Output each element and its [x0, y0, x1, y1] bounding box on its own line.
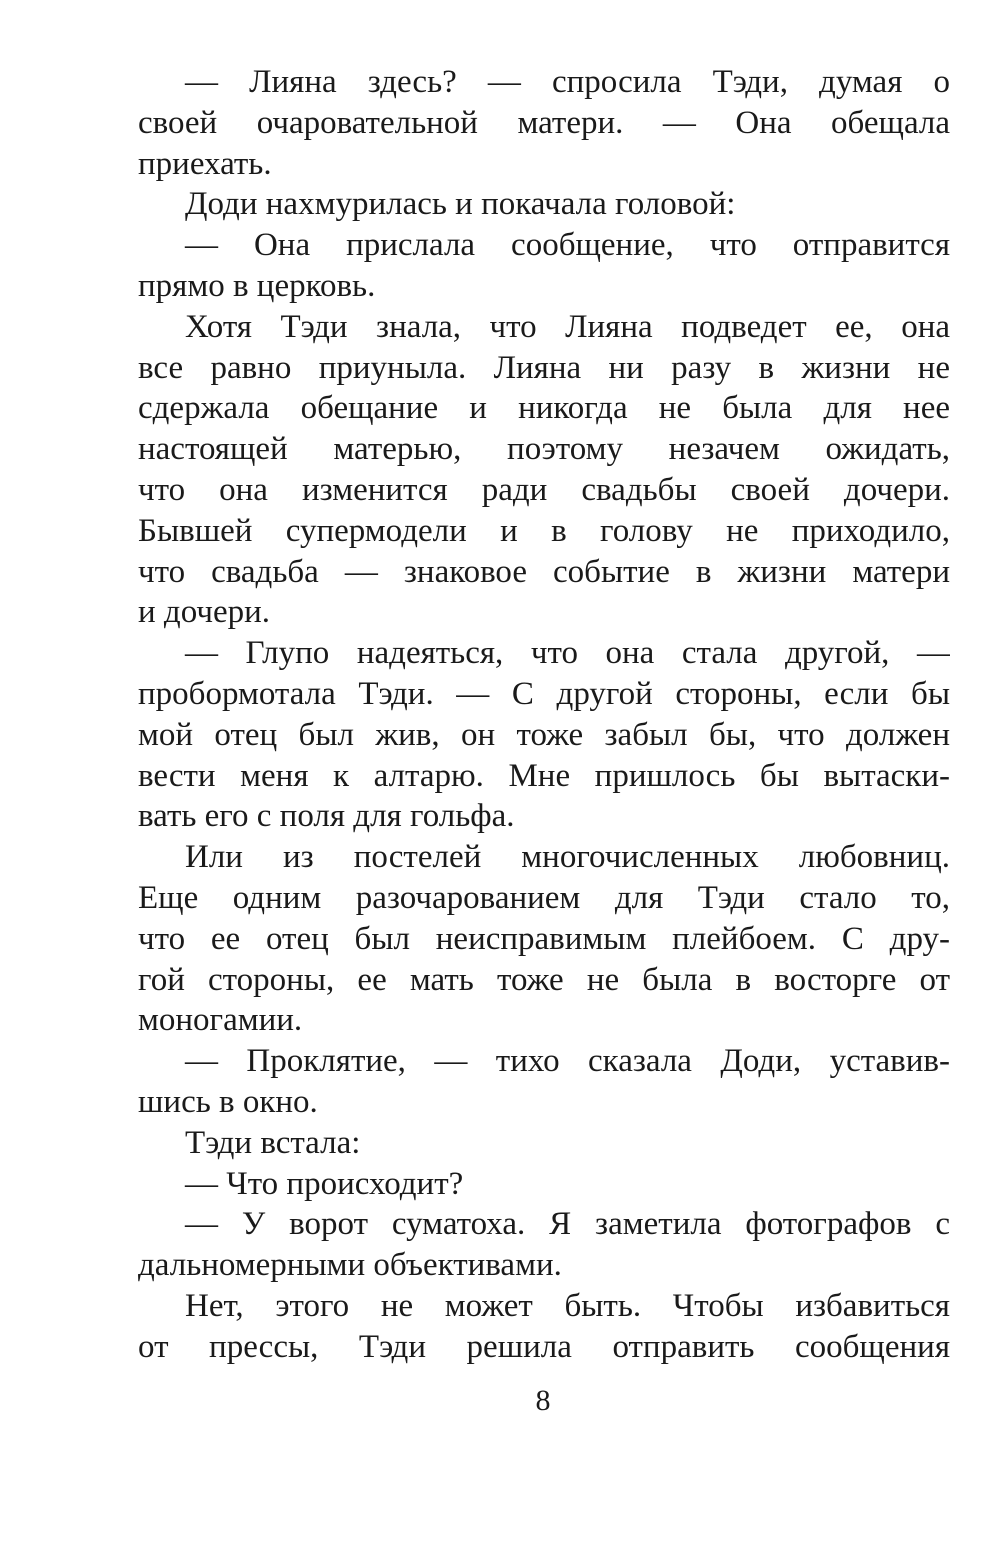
text-line: приехать. [138, 145, 272, 182]
text-line: моногамии. [138, 1002, 303, 1039]
text-line: что ее отец был неисправимым плейбоем. С дру- [138, 920, 950, 957]
text-line: дальномерными объективами. [138, 1247, 562, 1284]
paragraph [138, 1041, 950, 1123]
text-line: Доди нахмурилась и покачала головой: [185, 186, 736, 223]
text-line: от прессы, Тэди решила отправить сообщения [138, 1328, 950, 1365]
text-line: — Лияна здесь? — спросила Тэди, думая о [185, 64, 950, 100]
body-text [138, 62, 950, 1368]
text-line: Или из постелей многочисленных любовниц. [185, 839, 950, 876]
paragraph [138, 62, 950, 184]
paragraph [138, 633, 950, 837]
text-line: сдержала обещание и никогда не была для нее [138, 390, 950, 427]
paragraph [138, 1123, 950, 1164]
text-line: вать его с поля для гольфа. [138, 798, 515, 835]
text-line: — Глупо надеяться, что она стала другой, — [185, 635, 950, 672]
page-number: 8 [535, 1384, 551, 1417]
text-line: Нет, этого не может быть. Чтобы избавиться [185, 1287, 950, 1324]
text-line: и дочери. [138, 594, 270, 631]
text-line: — Проклятие, — тихо сказала Доди, уставив- [185, 1043, 950, 1080]
paragraph [138, 1204, 950, 1286]
text-line: что она изменится ради свадьбы своей дочери. [138, 471, 950, 508]
text-line: своей очаровательной матери. — Она обещала [138, 104, 950, 141]
text-line: шись в окно. [138, 1083, 318, 1120]
paragraph [138, 225, 950, 307]
text-line: все равно приуныла. Лияна ни разу в жизни не [138, 349, 950, 386]
text-line: гой стороны, ее мать тоже не была в восторге от [138, 961, 950, 998]
text-line: — У ворот суматоха. Я заметила фотографов с [185, 1206, 950, 1243]
text-line: Тэди встала: [185, 1124, 361, 1161]
text-line: — Она прислала сообщение, что отправится [185, 227, 950, 264]
paragraph [138, 184, 950, 225]
text-line: вести меня к алтарю. Мне пришлось бы вытаски- [138, 757, 950, 794]
text-line: прямо в церковь. [138, 267, 376, 304]
text-line: пробормотала Тэди. — С другой стороны, если бы [138, 675, 950, 712]
text-line: что свадьба — знаковое событие в жизни матери [138, 553, 950, 590]
text-line: Хотя Тэди знала, что Лияна подведет ее, она [185, 308, 950, 345]
text-line: настоящей матерью, поэтому незачем ожидать, [138, 431, 950, 468]
paragraph [138, 1286, 950, 1368]
text-line: Еще одним разочарованием для Тэди стало то, [138, 879, 950, 916]
paragraph [138, 837, 950, 1041]
paragraph [138, 1164, 950, 1205]
paragraph [138, 307, 950, 633]
text-line: — Что происходит? [185, 1165, 464, 1202]
text-line: мой отец был жив, он тоже забыл бы, что должен [138, 716, 950, 753]
text-line: Бывшей супермодели и в голову не приходило, [138, 512, 950, 549]
